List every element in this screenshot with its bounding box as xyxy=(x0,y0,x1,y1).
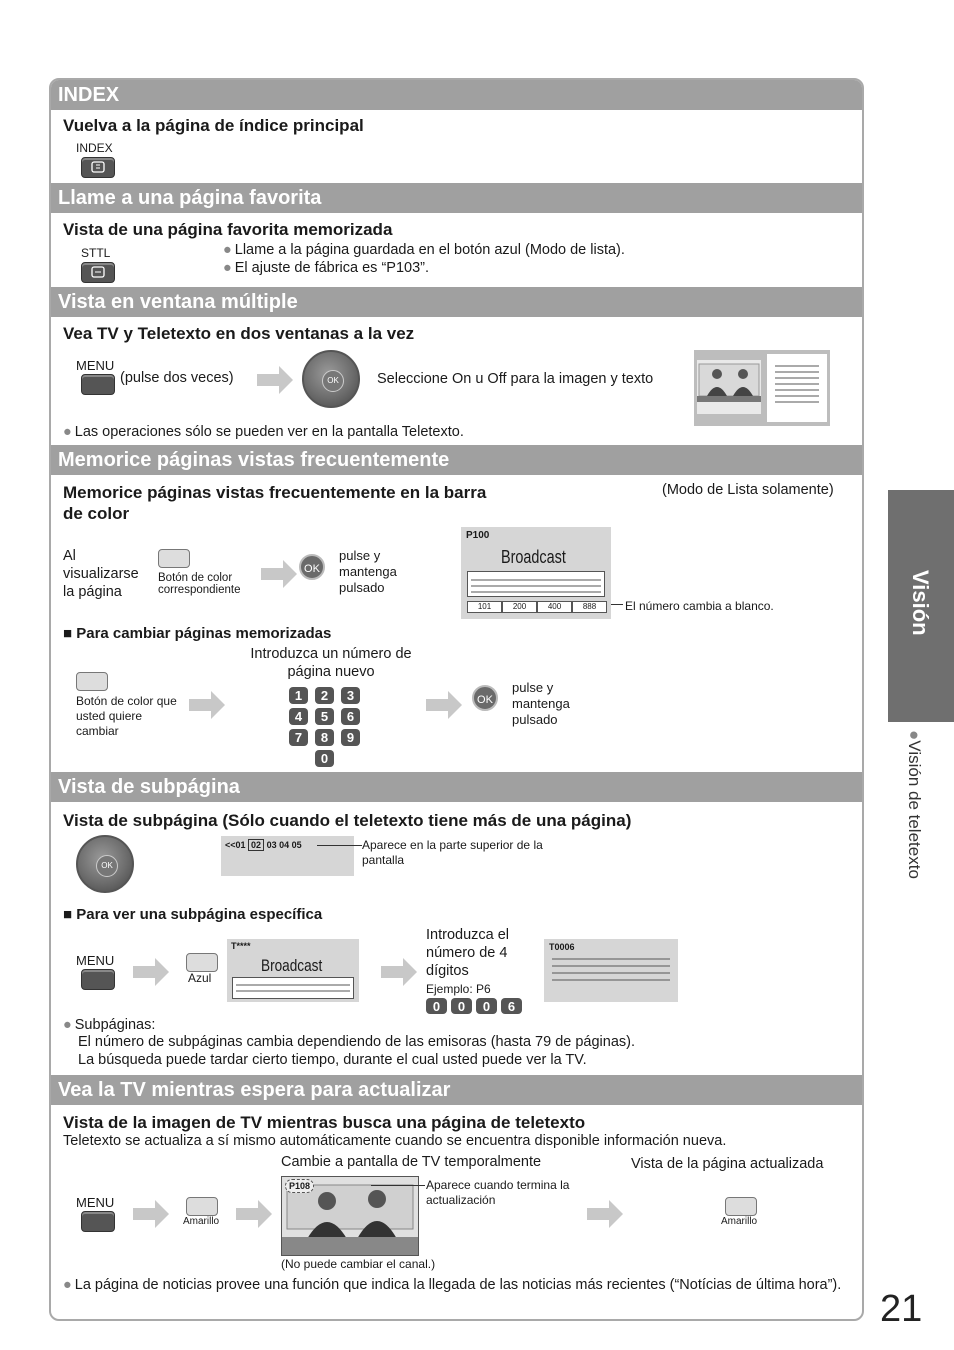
yellow-label: Amarillo xyxy=(721,1216,758,1227)
arrow-icon xyxy=(587,1200,625,1228)
teletext-window xyxy=(767,354,827,422)
subpage-menu-label: MENU xyxy=(76,953,115,968)
multi-select-text: Seleccione On u Off para la imagen y texto xyxy=(377,371,654,387)
multi-note: ● Las operaciones sólo se pueden ver en la pantalla Teletexto. xyxy=(63,424,464,440)
wait-menu-button[interactable] xyxy=(81,1211,115,1232)
tv-picture xyxy=(697,360,761,414)
digit-key[interactable]: 9 xyxy=(341,729,360,746)
wait-change-tv: Cambie a pantalla de TV temporalmente xyxy=(281,1154,542,1170)
digit-key[interactable]: 6 xyxy=(501,998,522,1014)
text-lines-icon xyxy=(233,978,353,998)
digit-key[interactable]: 5 xyxy=(315,708,334,725)
color-button-caption: Botón de color correspondiente xyxy=(158,572,241,596)
side-tab-label: Visión xyxy=(908,570,933,636)
text-lines-icon xyxy=(468,572,604,596)
people-icon xyxy=(697,360,761,414)
memorize-tv-illustration xyxy=(461,527,611,619)
arrow-icon xyxy=(426,691,464,719)
subpage-heading: Vista de subpágina (Sólo cuando el teletexto tiene más de una página) xyxy=(63,811,632,830)
section-subpage-title: Vista de subpágina xyxy=(51,772,862,802)
section-memorize-title: Memorice páginas vistas frecuentemente xyxy=(51,445,862,475)
section-index-title: INDEX xyxy=(51,80,862,110)
digit-key[interactable]: 8 xyxy=(315,729,334,746)
section-favorite-title: Llame a una página favorita xyxy=(51,183,862,213)
memorize-enter-number: Introduzca un número de página nuevo xyxy=(250,646,412,680)
subpage-bar-note: Aparece en la parte superior de la pantalla xyxy=(362,838,543,867)
index-button[interactable] xyxy=(81,157,115,178)
subpage-tv-illustration xyxy=(227,939,359,1002)
wait-appears-note: Aparece cuando termina la actualización xyxy=(426,1178,570,1207)
subpage-dpad[interactable] xyxy=(76,835,134,893)
change-button-caption: Botón de color que usted quiere cambiar xyxy=(76,694,177,738)
digit-key[interactable]: 7 xyxy=(289,729,308,746)
arrow-icon xyxy=(133,1200,171,1228)
tv-title: Broadcast xyxy=(501,547,566,567)
multi-window-illustration xyxy=(694,350,830,426)
digit-key[interactable]: 4 xyxy=(289,708,308,725)
index-icon xyxy=(82,158,114,177)
memorize-press-hold: pulse y mantenga pulsado xyxy=(339,548,397,595)
multi-press-twice: (pulse dos veces) xyxy=(120,370,234,386)
subpage-bar-illustration xyxy=(221,836,354,876)
arrow-icon xyxy=(133,958,171,986)
digit-key[interactable]: 1 xyxy=(289,687,308,704)
multi-menu-label: MENU xyxy=(76,358,115,373)
memorize-sub-heading: ■ Para cambiar páginas memorizadas xyxy=(63,625,332,642)
leader-line xyxy=(611,604,623,605)
section-multi-title: Vista en ventana múltiple xyxy=(51,287,862,317)
wait-updated-view: Vista de la página actualizada xyxy=(631,1156,824,1172)
favorite-bullet-2: ● El ajuste de fábrica es “P103”. xyxy=(223,260,429,276)
arrow-icon xyxy=(257,366,295,394)
arrow-icon xyxy=(189,691,227,719)
tv-text-box xyxy=(232,977,354,999)
favorite-bullet-1: ● Llame a la página guardada en el botón azul (Modo de lista). xyxy=(223,242,625,258)
digit-key[interactable]: 3 xyxy=(341,687,360,704)
sttl-key-label: STTL xyxy=(81,246,111,260)
arrow-icon xyxy=(236,1200,274,1228)
sttl-icon xyxy=(82,263,114,282)
sttl-button[interactable] xyxy=(81,262,115,283)
digit-key[interactable]: 0 xyxy=(315,750,334,767)
tv-title: Broadcast xyxy=(261,956,323,975)
tv-page-number: T**** xyxy=(231,941,251,951)
text-lines-icon xyxy=(552,957,672,987)
wait-tv-illustration xyxy=(281,1176,419,1256)
wait-intro: Teletexto se actualiza a sí mismo automáticamente cuando se encuentra disponible información nueva. xyxy=(63,1133,727,1149)
ok-button[interactable]: OK xyxy=(299,554,325,580)
subpage-note-line-1: El número de subpáginas cambia dependiendo de las emisoras (hasta 79 de páginas). xyxy=(78,1034,635,1050)
digit-key[interactable]: 0 xyxy=(451,998,472,1014)
wait-cannot-change: (No puede cambiar el canal.) xyxy=(281,1257,436,1271)
digit-key[interactable]: 0 xyxy=(426,998,447,1014)
wait-heading: Vista de la imagen de TV mientras busca una página de teletexto xyxy=(63,1113,586,1132)
text-lines-icon xyxy=(767,354,827,422)
side-section-label: ●Visión de teletexto xyxy=(905,730,924,879)
memorize-press-hold-2: pulse y mantenga pulsado xyxy=(512,680,570,727)
leader-line xyxy=(371,1185,425,1186)
multi-heading: Vea TV y Teletexto en dos ventanas a la vez xyxy=(63,324,415,343)
arrow-icon xyxy=(261,560,299,588)
subpage-sub-heading: ■ Para ver una subpágina específica xyxy=(63,906,323,923)
memorize-mode-note: (Modo de Lista solamente) xyxy=(662,482,834,498)
tv-page-number: T0006 xyxy=(549,942,575,952)
yellow-label: Amarillo xyxy=(183,1216,220,1227)
arrow-icon xyxy=(381,958,419,986)
page-number: 21 xyxy=(880,1288,923,1330)
change-color-button[interactable] xyxy=(76,672,108,691)
subpage-menu-button[interactable] xyxy=(81,969,115,990)
index-key-label: INDEX xyxy=(76,141,113,155)
tv-tab: 888 xyxy=(572,601,607,613)
tv-text-box xyxy=(467,571,605,597)
yellow-button[interactable] xyxy=(725,1197,757,1216)
digit-key[interactable]: 0 xyxy=(476,998,497,1014)
index-heading: Vuelva a la página de índice principal xyxy=(63,116,364,135)
ok-button[interactable]: OK xyxy=(322,370,344,392)
multi-dpad[interactable] xyxy=(302,350,360,408)
tv-page-number: P100 xyxy=(466,530,490,541)
digit-key[interactable]: 2 xyxy=(315,687,334,704)
multi-menu-button[interactable] xyxy=(81,374,115,395)
tv-tab: 200 xyxy=(502,601,537,613)
ok-button[interactable]: OK xyxy=(96,855,118,877)
tv-tab-bar xyxy=(467,601,607,613)
leader-line xyxy=(317,845,362,846)
tv-tab: 400 xyxy=(537,601,572,613)
subpage-enter-digits: Introduzca el número de 4 dígitos xyxy=(426,927,510,979)
yellow-button[interactable] xyxy=(186,1197,218,1216)
section-wait-title: Vea la TV mientras espera para actualizar xyxy=(51,1075,862,1105)
page-tag: P108 xyxy=(285,1179,314,1193)
subpage-note-title: ● Subpáginas: xyxy=(63,1017,155,1033)
memorize-when-viewing: Al visualizarse la página xyxy=(63,548,139,600)
ok-button[interactable]: OK xyxy=(472,685,498,711)
subpage-example: Ejemplo: P6 xyxy=(426,982,491,996)
color-button[interactable] xyxy=(158,549,190,568)
memorize-heading: Memorice páginas vistas frecuentemente en la barra de color xyxy=(63,483,487,523)
favorite-heading: Vista de una página favorita memorizada xyxy=(63,220,393,239)
wait-menu-label: MENU xyxy=(76,1195,115,1210)
memorize-number-note: El número cambia a blanco. xyxy=(625,599,774,613)
subpage-note-line-2: La búsqueda puede tardar cierto tiempo, durante el cual usted puede ver la TV. xyxy=(78,1052,587,1068)
digit-key[interactable]: 6 xyxy=(341,708,360,725)
blue-button[interactable] xyxy=(186,953,218,972)
subpage-result-illustration xyxy=(544,939,678,1002)
tv-tab: 101 xyxy=(467,601,502,613)
blue-label: Azul xyxy=(188,971,212,985)
subpage-bar: <<01 02 03 04 05 xyxy=(225,840,302,850)
wait-note: ● La página de noticias provee una función que indica la llegada de las noticias más recientes (“Notícias de última hora”). xyxy=(63,1277,853,1294)
content-frame xyxy=(49,78,864,1321)
